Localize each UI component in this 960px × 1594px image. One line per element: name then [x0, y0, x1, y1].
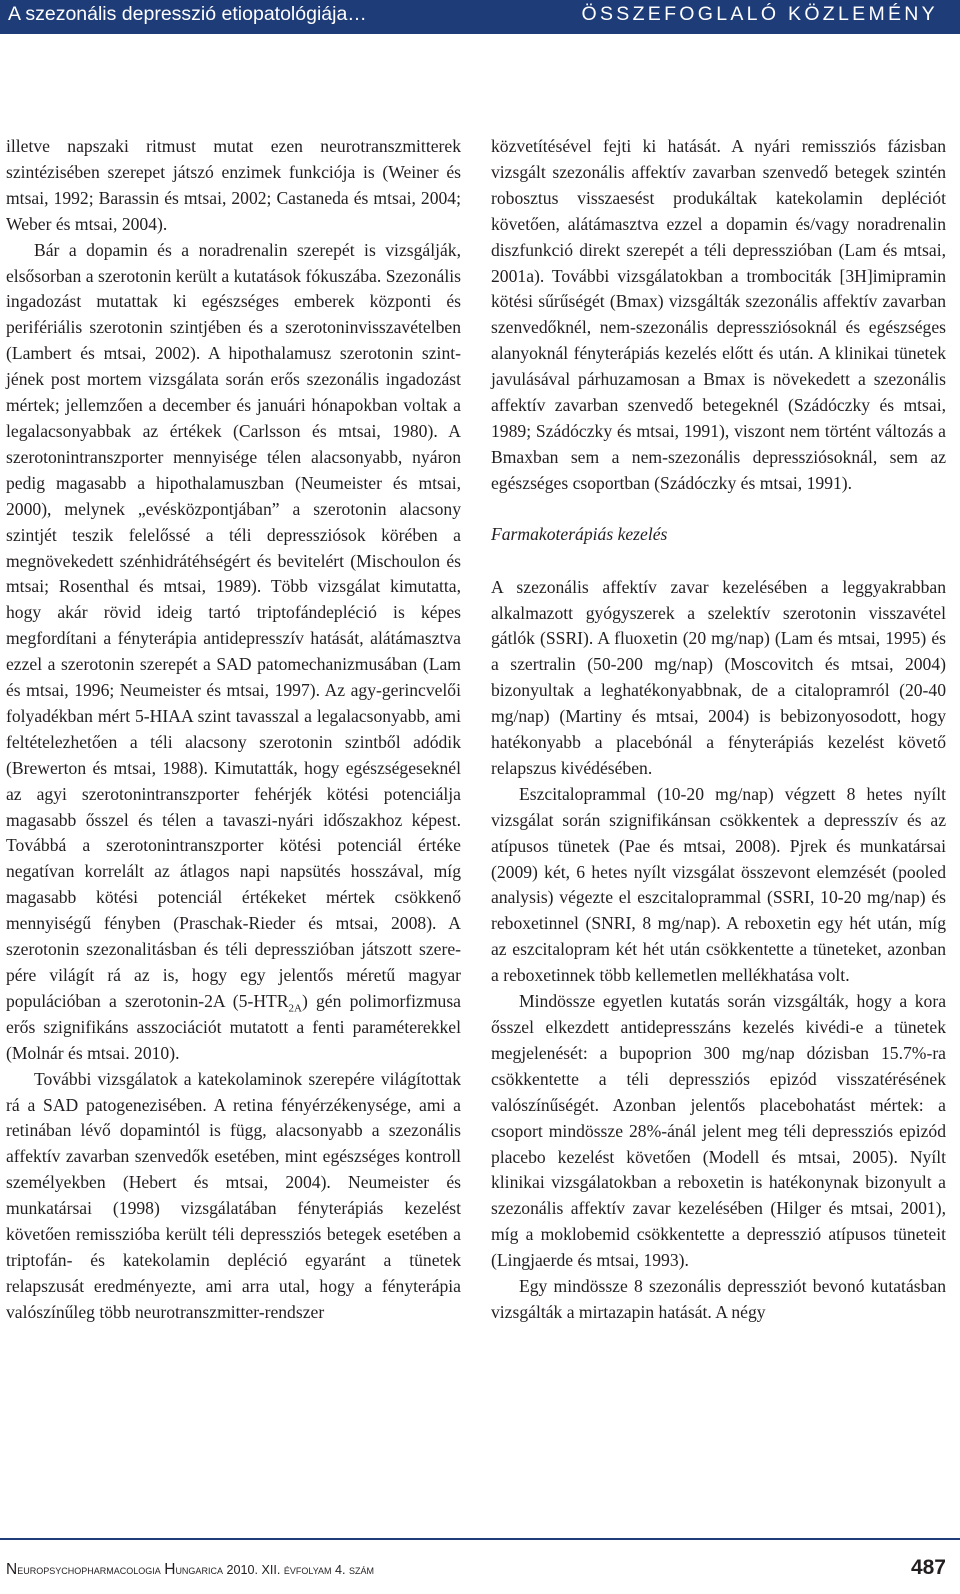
paragraph: illetve napszaki ritmust mutat ezen neurotranszmitterek szintézisében szerepet játszó enzimek funkciója is (Weiner és mtsai, 1992; Barassin és mtsai, 2002; Castaneda és mtsai, 2004; Weber és mtsai, 2004).: [6, 136, 461, 234]
paragraph: További vizsgálatok a katekolaminok szerepére világítottak rá a SAD patogenezisében. A retina fényérzékenysége, ami a retinában lévő dopamintól is függ, alacsonyabb a szezonális affektív zavarban szenvedők esetében, mint egészséges kontroll személyekben (Hebert és mtsai, 2004). Neumeister és munkatársai (1998) vizsgálatában fényterápiás kezelést követően remisszióba került téli depressziós betegek esetében a triptofán- és katekolamin depléció egyaránt a tünetek relapszusát eredményezte, ami arra utal, hogy a fényterápia valószínűleg több neurotranszmitter-rendszer: [6, 1068, 461, 1322]
left-column: [6, 134, 461, 1326]
subscript: 2A: [288, 1002, 302, 1015]
paragraph-text: Bár a dopamin és a noradrenalin szerepét is vizsgálják, elsősorban a szerotonin került a kutatások fókuszába. Szezonális ingadozást mutattak ki egészséges emberek központi és perifériális szerotonin szintjében és a szerotoninvisszavételben (Lambert és mtsai, 2002). A hipothalamusz szerotonin szintjének post mortem vizsgálata során erős szezonális ingadozást mértek; jellemzően a december és januári hónapokban voltak a legalacsonyabbak az értékek (Carlsson és mtsai, 1980). A szerotonintranszporter mennyisége télen alacsonyabb, nyáron pedig magasabb a hipothalamuszban (Neumeister és mtsai, 2000), melynek „evésközpontjában” a szerotonin alacsony szintjét teszik felelőssé a téli depressziósok körében a megnövekedett szénhidrátéhségért és bevitelért (Mischoulon és mtsai; Rosenthal és mtsai, 1989). Több vizsgálat kimutatta, hogy akár rövid ideig tartó triptofándepléció is képes megfordítani a fényterápia antidepresszív hatását, alátámasztva ezzel a szerotonin szerepét a SAD patomechanizmusában (Lam és mtsai, 1996; Neumeister és mtsai, 1997). Az agy-gerincvelői folyadékban mért 5-HIAA szint tavasszal a legalacsonyabb, ami feltételezhetően a téli alacsony szerotonin szintből adódik (Brewerton és mtsai, 1988). Kimutatták, hogy egészségeseknél az agyi szerotonintranszporter fehérjék kötési potenciálja magasabb ősszel és télen a tavaszi-nyári időszakhoz képest. Továbbá a szerotonintranszporter kötési potenciál értéke negatívan korrelált az átlagos napi napsütés hosszával, míg magasabb kötési potenciál értékeket mértek csökkenő mennyiségű fényben (Praschak-Rieder és mtsai, 2008). A szerotonin szezonalitásban és téli depresszióban játszott szerepére világít rá az is, hogy egy jelentős méretű magyar populációban a szerotonin-2A (5-HTR: [6, 239, 461, 1011]
running-header: [0, 0, 960, 34]
journal-name-part: europsychopharmacologia: [17, 1563, 165, 1577]
paragraph: Eszcitaloprammal (10-20 mg/nap) végzett 8 hetes nyílt vizsgálat során szignifikánsan csökkentek a depresszív és az atípusos tünetek (Pae és mtsai, 2008). Pjrek és munkatársai (2009) két, 6 hetes nyílt vizsgálat összevont elemzését (pooled analysis) végezte el eszcitaloprammal (SSRI, 10-20 mg/nap) és reboxetinnel (SNRI, 8 mg/nap). A reboxetin egy hét után, míg az eszcitalopram két hét után csökkentette a tüneteket, azonban a reboxetinnek több kellemetlen mellékhatása volt.: [491, 783, 946, 986]
journal-initial: N: [6, 1561, 18, 1578]
paragraph-text: ) gén polimorfizmusa erős szignifikáns asszociációt mutatott a fenti paraméterekkel (Molnár és mtsai. 2010).: [6, 990, 461, 1063]
journal-name-part: ungarica: [175, 1563, 227, 1577]
right-column: [491, 134, 946, 1326]
article-type-label: ÖSSZEFOGLALÓ KÖZLEMÉNY: [581, 3, 938, 25]
journal-initial: H: [164, 1561, 176, 1578]
paragraph: A szezonális affektív zavar kezelésében a leggyakrabban alkalmazott gyógyszerek a szelektív szerotonin visszavétel gátlók (SSRI). A fluoxetin (20 mg/nap) (Lam és mtsai, 1995) és a szertralin (50-200 mg/nap) (Moscovitch és mtsai, 2004) bizonyultak a leghatékonyabbnak, de a citalopramról (20-40 mg/nap) (Martiny és mtsai, 2004) is bebizonyosodott, hogy hatékonyabb a placebónál a fényterápiás kezelést követő relapszus kivédésében.: [491, 576, 946, 778]
paragraph: Mindössze egyetlen kutatás során vizsgálták, hogy a kora ősszel elkezdett antidepresszáns kezelés kivédi-e a tünetek megjelenését: a bupoprion 300 mg/nap dózisban 15.7%-ra csökkentette a téli depressziós epizód visszatérésének valószínűségét. Azonban jelentős placebohatást mértek: a csoport mindössze 28%-ánál jelent meg téli depressziós epizód placebo kezelést követően (Modell és mtsai, 2005). Nyílt klinikai vizsgálatokban a reboxetin is hatékonynak bizonyult a szezonális affektív zavar kezelésében (Hilger és mtsai, 2001), míg a moklobemid csökkentette a depresszió atípusos tüneteit (Lingjaerde és mtsai, 1993).: [491, 991, 946, 1271]
journal-issue: 2010. XII. évfolyam 4. szám: [226, 1563, 375, 1577]
section-heading: Farmakoterápiás kezelés: [491, 523, 668, 544]
footer-divider: [0, 1538, 960, 1540]
paragraph: Egy mindössze 8 szezonális depressziót bevonó kutatásban vizsgálták a mirtazapin hatását. A négy: [491, 1276, 946, 1322]
journal-citation: [6, 1561, 374, 1579]
running-title: A szezonális depresszió etiopatológiája…: [8, 3, 367, 25]
paragraph: [6, 238, 461, 1067]
paragraph: közvetítésével fejti ki hatását. A nyári remissziós fázisban vizsgált szezonális affektív zavarban szenvedő betegek szintén robosztus visszaesést produkáltak katekolamin depléciót követően, alátámasztva ezzel a dopamin és/vagy noradrenalin diszfunkció direkt szerepét a téli depresszióban (Lam és mtsai, 2001a). További vizsgálatokban a trombociták [3H]imipramin kötési sűrűségét (Bmax) vizsgálták szezonális affektív zavarban szenvedőknél, nem-szezonális depressziósoknál és egészséges alanyoknál fényterápiás kezelés előtt és után. A klinikai tünetek javulásával párhuzamosan a Bmax is növekedett a szezonális affektív zavarban szenvedő betegeknél (Szádóczky és mtsai, 1989; Szádóczky és mtsai, 1991), viszont nem történt változás a Bmaxban sem a nem-szezonális depressziósoknál, sem az egészséges csoportban (Szádóczky és mtsai, 1991).: [491, 136, 946, 493]
page-number: 487: [910, 1556, 946, 1579]
